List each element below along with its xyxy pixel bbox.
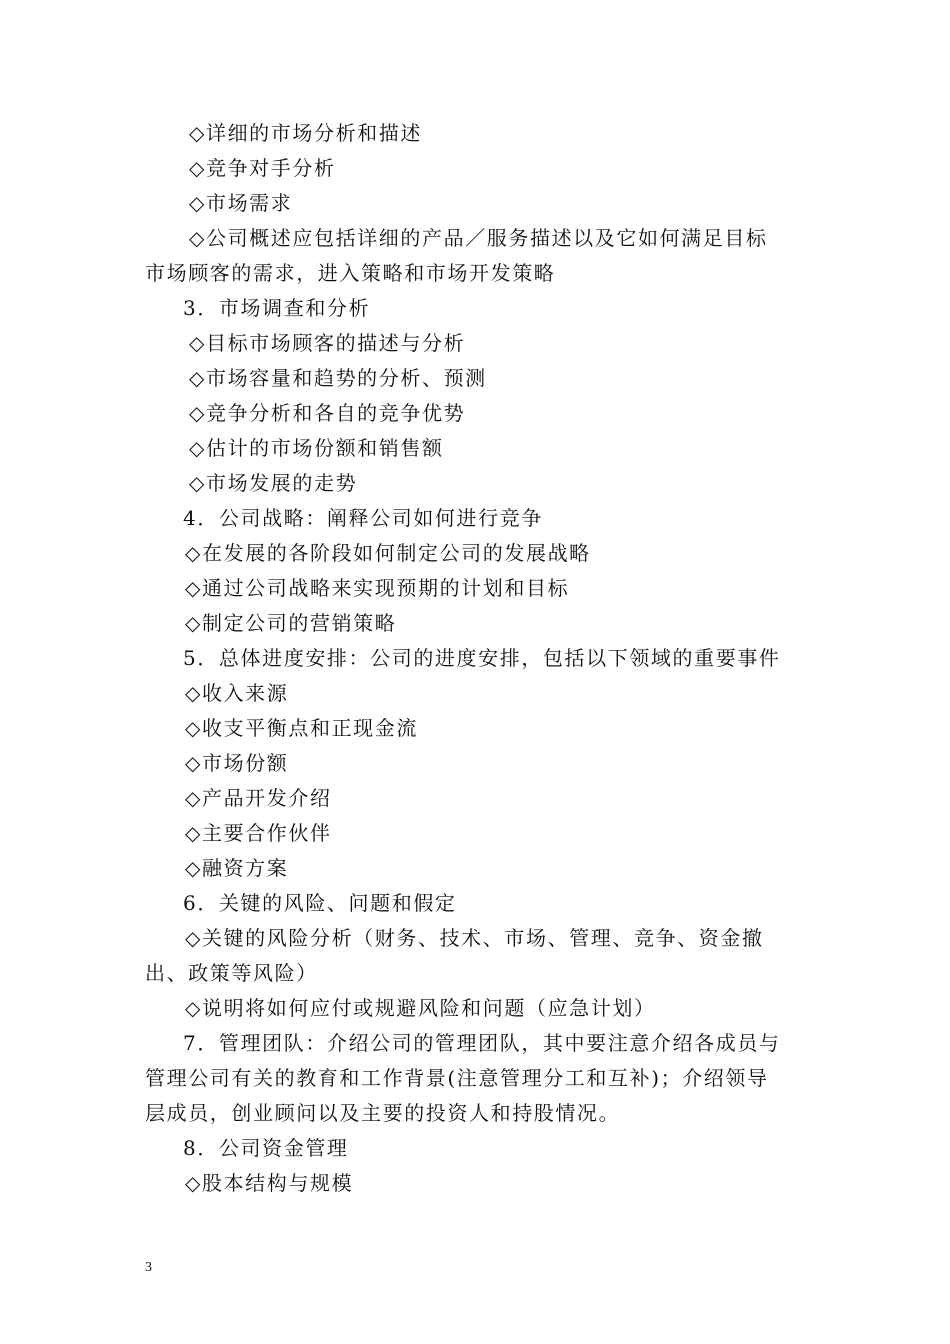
text-line: 管理公司有关的教育和工作背景(注意管理分工和互补)；介绍领导 [145, 1066, 769, 1090]
page-number: 3 [145, 1260, 152, 1275]
section-heading: 8．公司资金管理 [183, 1136, 349, 1160]
text-line: ◇制定公司的营销策略 [185, 611, 397, 635]
section-heading: 5．总体进度安排：公司的进度安排，包括以下领域的重要事件 [183, 646, 781, 670]
text-line: ◇股本结构与规模 [185, 1171, 354, 1195]
text-line: ◇详细的市场分析和描述 [189, 121, 422, 145]
text-line: ◇竞争对手分析 [189, 156, 336, 180]
text-line: ◇说明将如何应付或规避风险和问题（应急计划） [185, 996, 656, 1020]
section-heading: 3．市场调查和分析 [183, 296, 371, 320]
text-line: ◇竞争分析和各自的竞争优势 [189, 401, 466, 425]
document-body [145, 116, 810, 1201]
text-line: ◇市场容量和趋势的分析、预测 [189, 366, 487, 390]
section-heading: 4．公司战略：阐释公司如何进行竞争 [183, 506, 543, 530]
text-line: 出、政策等风险） [145, 961, 318, 985]
text-line: ◇市场需求 [189, 191, 293, 215]
text-line: 市场顾客的需求，进入策略和市场开发策略 [145, 261, 556, 285]
text-line: ◇关键的风险分析（财务、技术、市场、管理、竞争、资金撤 [185, 926, 764, 950]
text-line: 层成员，创业顾问以及主要的投资人和持股情况。 [145, 1101, 621, 1125]
text-line: ◇目标市场顾客的描述与分析 [189, 331, 466, 355]
text-line: ◇市场发展的走势 [189, 471, 358, 495]
section-heading: 7．管理团队：介绍公司的管理团队，其中要注意介绍各成员与 [183, 1031, 781, 1055]
text-line: ◇产品开发介绍 [185, 786, 332, 810]
section-heading: 6．关键的风险、问题和假定 [183, 891, 457, 915]
text-line: ◇在发展的各阶段如何制定公司的发展战略 [185, 541, 591, 565]
text-line: ◇公司概述应包括详细的产品／服务描述以及它如何满足目标 [189, 226, 768, 250]
text-line: ◇主要合作伙伴 [185, 821, 332, 845]
text-line: ◇收入来源 [185, 681, 289, 705]
text-line: ◇估计的市场份额和销售额 [189, 436, 444, 460]
text-line: ◇融资方案 [185, 856, 289, 880]
text-line: ◇收支平衡点和正现金流 [185, 716, 418, 740]
text-line: ◇市场份额 [185, 751, 289, 775]
text-line: ◇通过公司战略来实现预期的计划和目标 [185, 576, 570, 600]
